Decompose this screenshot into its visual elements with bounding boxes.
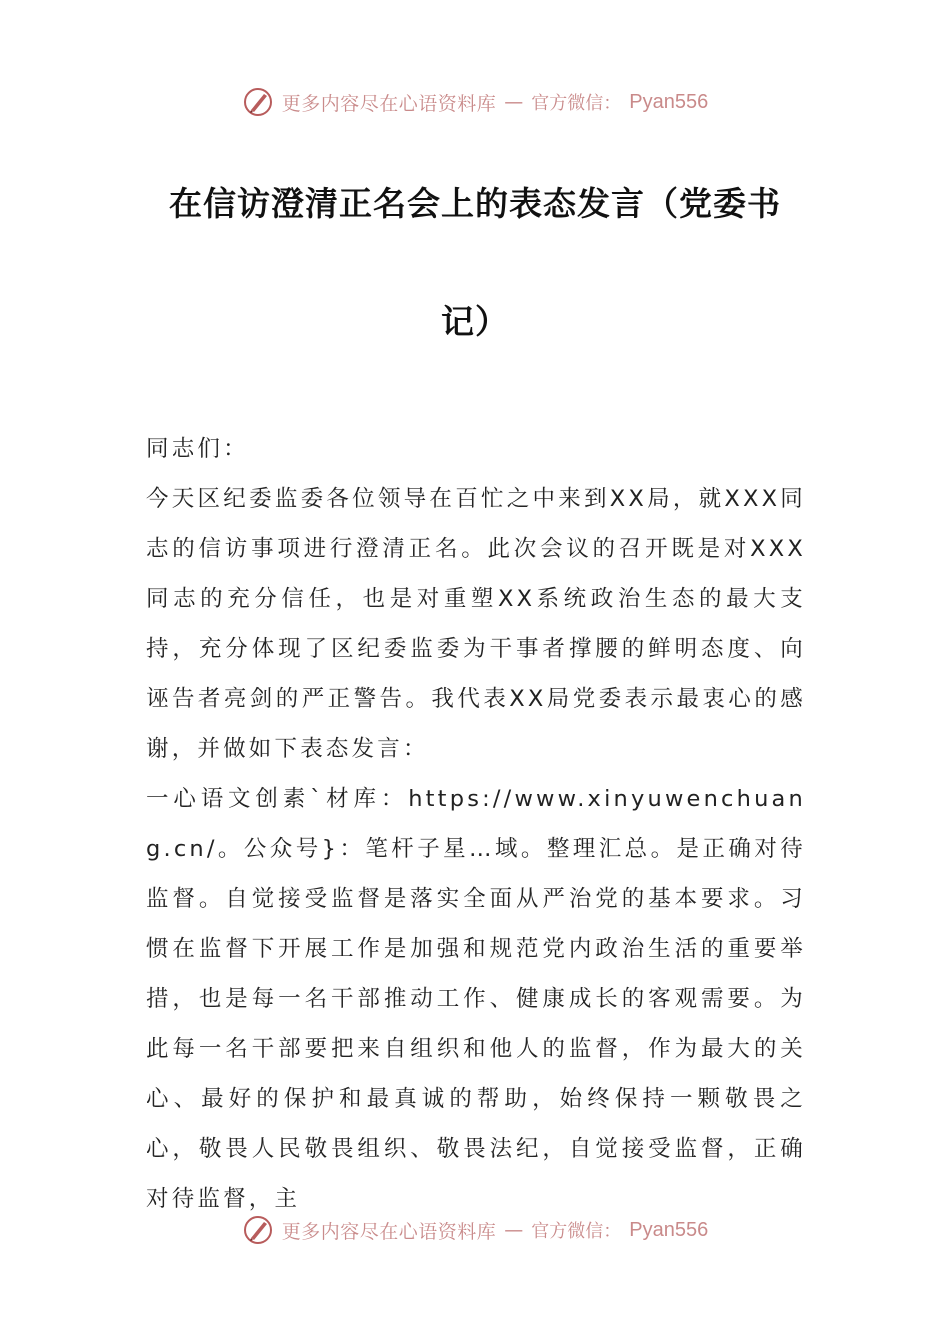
watermark-wechat-label: 官方微信： xyxy=(531,1221,622,1242)
footer-watermark xyxy=(0,1210,950,1250)
watermark-wechat-id: Pyan556 xyxy=(629,1218,709,1241)
pen-logo-icon xyxy=(242,1214,274,1246)
watermark-brand: 更多内容尽在心语资料库 xyxy=(281,1220,497,1243)
watermark-wechat-label: 官方微信： xyxy=(531,93,622,114)
watermark-separator: — xyxy=(504,1219,524,1241)
document-title-line1: 在信访澄清正名会上的表态发言（党委书 xyxy=(169,184,781,223)
watermark-wechat-id: Pyan556 xyxy=(629,90,709,113)
paragraph-1: 今天区纪委监委各位领导在百忙之中来到XX局，就XXX同志的信访事项进行澄清正名。此次会议的召开既是对XXX同志的充分信任，也是对重塑XX系统政治生态的最大支持，充分体现了区纪委监委为干事者撑腰的鲜明态度、向诬告者亮剑的严正警告。我代表XX局党委表示最衷心的感谢，并做如下表态发言： xyxy=(146,486,806,762)
watermark-separator: — xyxy=(504,91,524,113)
paragraph-2: 一心语文创素`材库：https://www.xinyuwenchuang.cn/。公众号}：笔杆子星…域。整理汇总。是正确对待监督。自觉接受监督是落实全面从严治党的基本要求。习惯在监督下开展工作是加强和规范党内政治生活的重要举措，也是每一名干部推动工作、健康成长的客观需要。为此每一名干部要把来自组织和他人的监督，作为最大的关心、最好的保护和最真诚的帮助，始终保持一颗敬畏之心，敬畏人民敬畏组织、敬畏法纪，自觉接受监督，正确对待监督，主 xyxy=(146,786,806,1212)
document-body xyxy=(146,424,806,1224)
watermark-brand: 更多内容尽在心语资料库 xyxy=(281,92,497,115)
pen-logo-icon xyxy=(242,86,274,118)
header-watermark xyxy=(0,82,950,122)
document-title-line2: 记） xyxy=(441,302,509,341)
salutation: 同志们： xyxy=(146,436,249,462)
